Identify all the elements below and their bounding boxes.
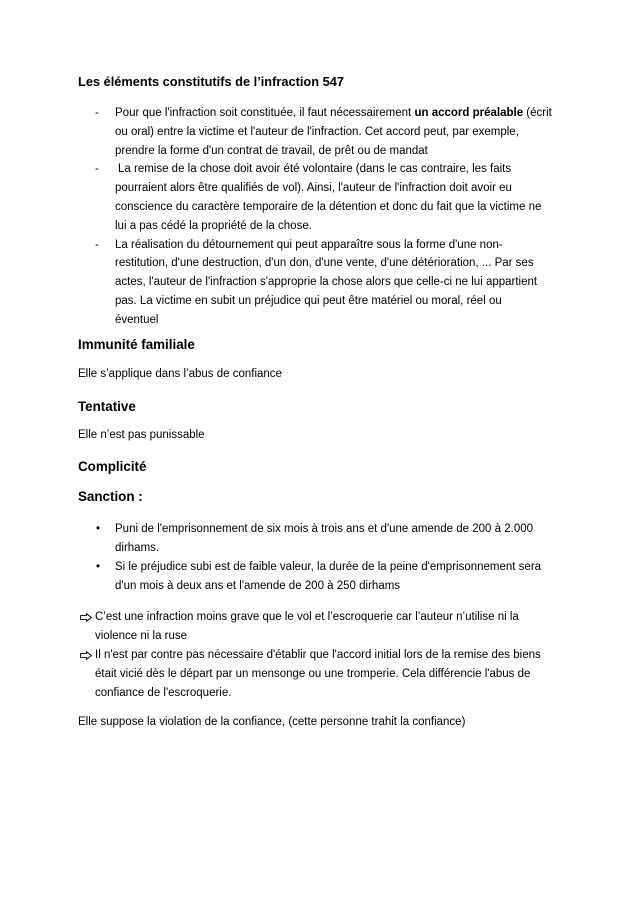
heading-sanction: Sanction :: [78, 489, 143, 504]
paragraph-immunite: Elle s’applique dans l’abus de confiance: [78, 368, 282, 380]
bullet-item: [95, 558, 541, 596]
list-item-line: La réalisation du détournement qui peut apparaître sous la forme d'une non-: [115, 238, 503, 251]
list-item-line: pas. La victime en subit un préjudice qui peut être matériel ou moral, réel ou: [115, 294, 502, 307]
arrow-item: [80, 608, 541, 646]
heading-complicite: Complicité: [78, 459, 147, 474]
list-item-line: La remise de la chose doit avoir été volontaire (dans le cas contraire, les faits: [118, 163, 512, 176]
paragraph-tentative: Elle n’est pas punissable: [78, 429, 205, 441]
arrow-item-line: Il n'est par contre pas nécessaire d'établir que l'accord initial lors de la remise des biens: [95, 649, 541, 661]
bullet-line: Si le préjudice subi est de faible valeur, la durée de la peine d'emprisonnement sera: [115, 561, 542, 573]
bold-emphasis: un accord préalable: [414, 107, 524, 119]
sanction-bullet-list: [95, 520, 541, 596]
arrow-item-line: C’est une infraction moins grave que le vol et l’escroquerie car l’auteur n’utilise ni la: [95, 611, 519, 623]
right-arrow-icon: [80, 613, 92, 622]
list-item: [95, 160, 552, 235]
bullet-item: [95, 520, 541, 558]
heading-immunite-familiale: Immunité familiale: [78, 337, 195, 352]
arrow-item: [80, 646, 541, 703]
list-item-line: éventuel: [115, 313, 159, 326]
right-arrow-icon: [80, 651, 92, 660]
list-item-line: lui a pas cédé la propriété de la chose.: [115, 219, 312, 232]
list-dash-marker: -: [95, 163, 99, 176]
bullet-line: Puni de l'emprisonnement de six mois à trois ans et d'une amende de 200 à 2.000: [115, 523, 534, 535]
list-dash-marker: -: [95, 238, 99, 251]
list-item-line: conscience du caractère temporaire de la détention et donc du fait que la victime ne: [115, 200, 542, 213]
section-title: Les éléments constitutifs de l’infraction 547: [78, 74, 344, 89]
heading-tentative: Tentative: [78, 399, 136, 414]
closing-paragraph: Elle suppose la violation de la confiance, (cette personne trahit la confiance): [78, 716, 466, 728]
constituent-elements-list: [95, 104, 552, 330]
line-text: (écrit: [523, 107, 552, 119]
list-item-line: [115, 104, 552, 123]
line-text: Pour que l'infraction soit constituée, il faut nécessairement: [115, 107, 415, 119]
list-item-line: restitution, d'une destruction, d'un don, d'une vente, d'une détérioration, ... Par ses: [115, 257, 534, 270]
list-item: [95, 236, 552, 330]
list-item-line: prendre la forme d'un contrat de travail, de prêt ou de mandat: [115, 144, 428, 157]
bullet-marker: •: [96, 561, 101, 573]
bullet-marker: •: [96, 523, 101, 535]
bullet-line: d'un mois à deux ans et l'amende de 200 à 250 dirhams: [115, 580, 401, 592]
list-item-line: ou oral) entre la victime et l'auteur de l'infraction. Cet accord peut, par exemple,: [115, 125, 519, 138]
list-item: [95, 104, 552, 160]
list-item-line: pourraient alors être qualifiés de vol). Ainsi, l'auteur de l'infraction doit avoir eu: [115, 182, 512, 195]
list-dash-marker: -: [95, 107, 99, 119]
arrow-item-line: confiance de l'escroquerie.: [95, 687, 232, 699]
list-item-line: actes, l'auteur de l'infraction s'approprie la chose alors que celle-ci ne lui appartient: [115, 276, 538, 289]
arrow-item-line: était vicié dès le départ par un mensonge ou une tromperie. Cela différencie l'abus de: [95, 668, 531, 680]
bullet-line: dirhams.: [115, 542, 160, 554]
conclusion-arrow-list: [80, 608, 541, 703]
arrow-item-line: violence ni la ruse: [95, 630, 188, 642]
